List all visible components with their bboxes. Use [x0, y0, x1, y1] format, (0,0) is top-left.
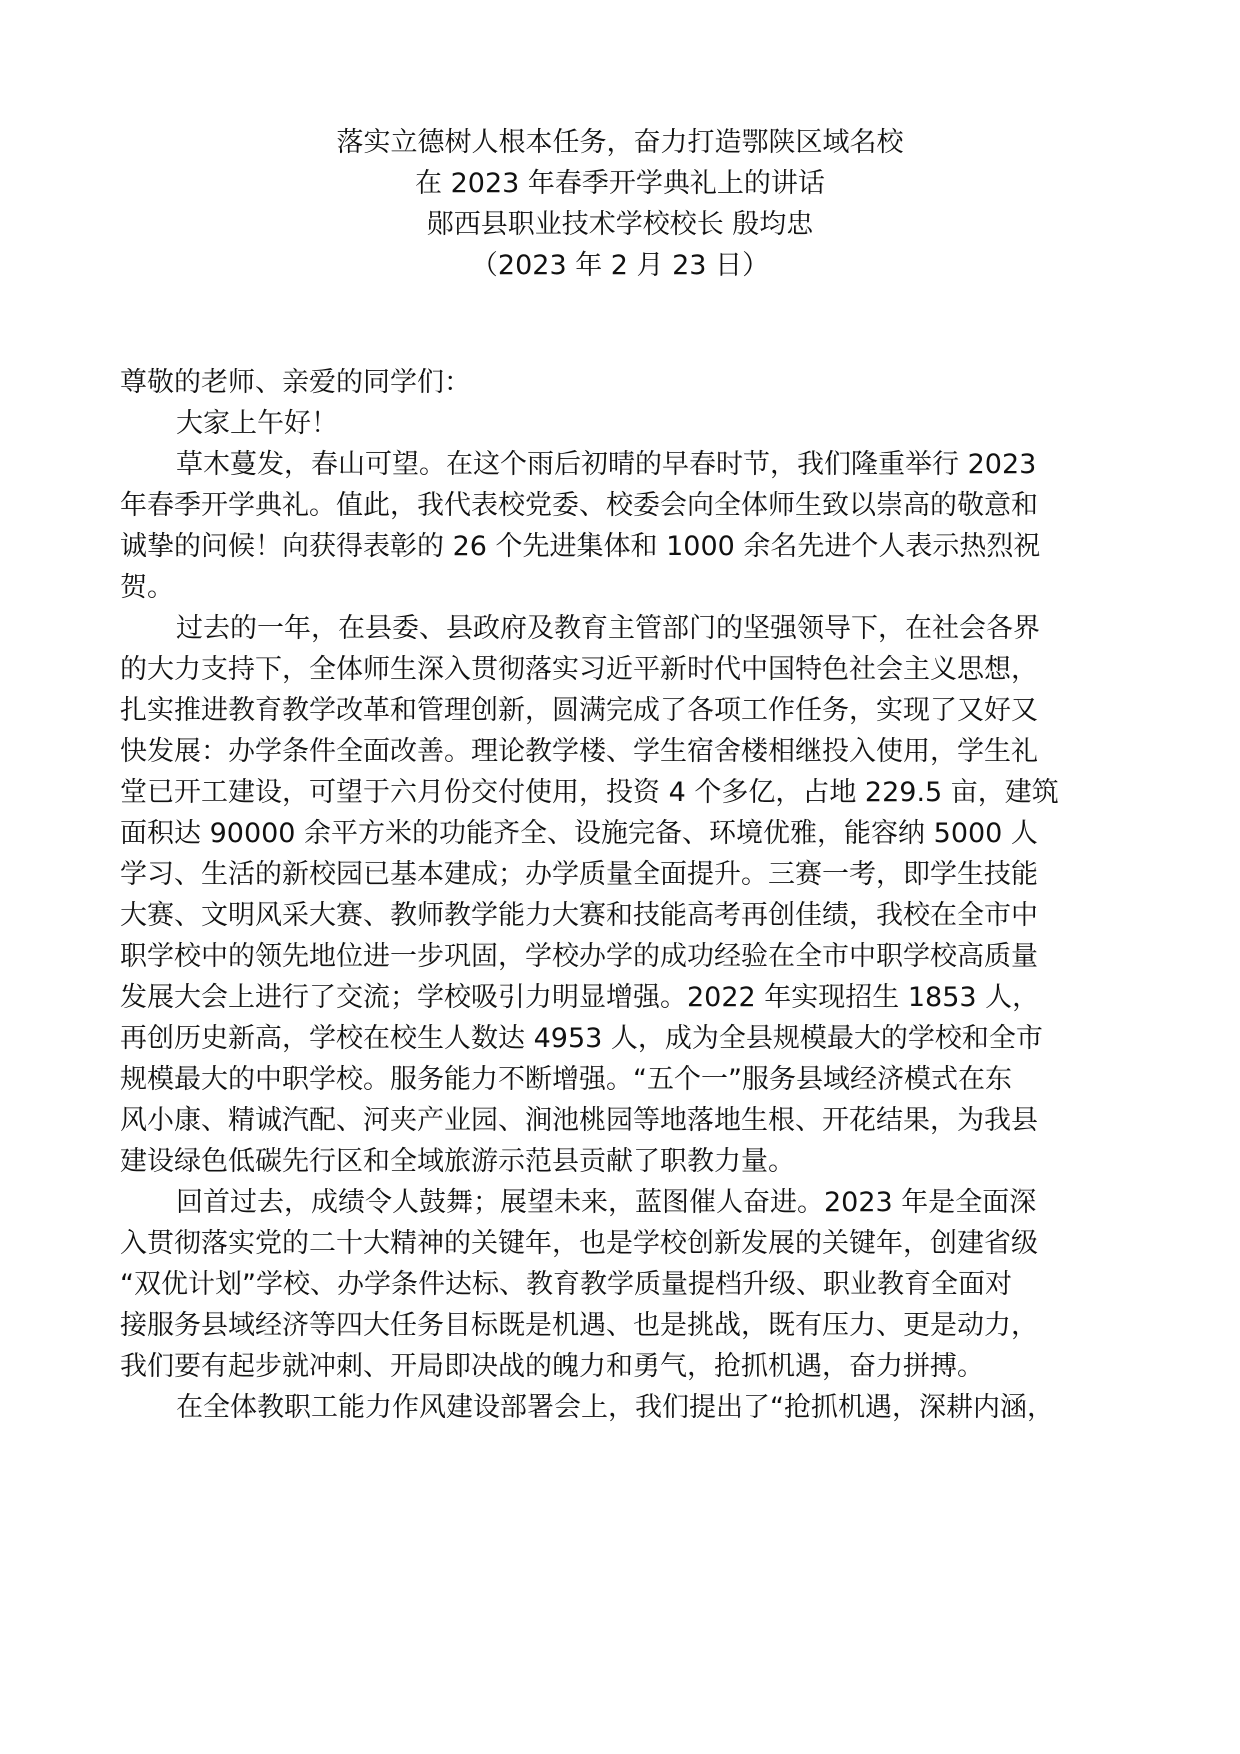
paragraph-line: 规模最大的中职学校。服务能力不断增强。“五个一”服务县域经济模式在东	[120, 1064, 1012, 1095]
paragraph-line: “双优计划”学校、办学条件达标、教育教学质量提档升级、职业教育全面对	[120, 1269, 1012, 1300]
paragraph-line: 回首过去，成绩令人鼓舞；展望未来，蓝图催人奋进。2023 年是全面深	[176, 1187, 1037, 1218]
speech-title: 落实立德树人根本任务，奋力打造鄂陕区域名校	[336, 127, 904, 158]
salutation: 尊敬的老师、亲爱的同学们：	[120, 367, 471, 398]
paragraph-line: 贺。	[120, 572, 174, 603]
paragraph-line: 入贯彻落实党的二十大精神的关键年，也是学校创新发展的关键年，创建省级	[120, 1228, 1038, 1259]
body-paragraph	[120, 608, 1120, 1182]
speech-date: （2023 年 2 月 23 日）	[470, 250, 770, 281]
paragraph-line: 学习、生活的新校园已基本建成；办学质量全面提升。三赛一考，即学生技能	[120, 859, 1038, 890]
speech-subtitle: 在 2023 年春季开学典礼上的讲话	[415, 168, 825, 199]
paragraph-line: 面积达 90000 余平方米的功能齐全、设施完备、环境优雅，能容纳 5000 人	[120, 818, 1038, 849]
paragraph-line: 草木蔓发，春山可望。在这个雨后初晴的早春时节，我们隆重举行 2023	[176, 449, 1037, 480]
paragraph-line: 我们要有起步就冲刺、开局即决战的魄力和勇气，抢抓机遇，奋力拼搏。	[120, 1351, 984, 1382]
body-paragraph	[120, 1182, 1120, 1387]
document-header	[0, 122, 1240, 286]
paragraph-line: 诚挚的问候！向获得表彰的 26 个先进集体和 1000 余名先进个人表示热烈祝	[120, 531, 1041, 562]
paragraph-line: 接服务县域经济等四大任务目标既是机遇、也是挑战，既有压力、更是动力，	[120, 1310, 1038, 1341]
paragraph-line: 过去的一年，在县委、县政府及教育主管部门的坚强领导下，在社会各界	[176, 613, 1040, 644]
paragraph-line: 大赛、文明风采大赛、教师教学能力大赛和技能高考再创佳绩，我校在全市中	[120, 900, 1038, 931]
paragraph-line: 建设绿色低碳先行区和全域旅游示范县贡献了职教力量。	[120, 1146, 795, 1177]
paragraph-line: 大家上午好！	[176, 408, 338, 439]
body-paragraph	[120, 1387, 1120, 1428]
paragraph-line: 在全体教职工能力作风建设部署会上，我们提出了“抢抓机遇，深耕内涵，	[176, 1392, 1054, 1423]
speaker-line: 郧西县职业技术学校校长 殷均忠	[426, 209, 814, 240]
paragraph-line: 的大力支持下，全体师生深入贯彻落实习近平新时代中国特色社会主义思想，	[120, 654, 1038, 685]
paragraph-line: 发展大会上进行了交流；学校吸引力明显增强。2022 年实现招生 1853 人，	[120, 982, 1040, 1013]
body-paragraph	[120, 403, 1120, 444]
paragraph-list	[120, 403, 1120, 1428]
paragraph-line: 年春季开学典礼。值此，我代表校党委、校委会向全体师生致以崇高的敬意和	[120, 490, 1038, 521]
body-paragraph	[120, 444, 1120, 608]
paragraph-line: 风小康、精诚汽配、河夹产业园、涧池桃园等地落地生根、开花结果，为我县	[120, 1105, 1038, 1136]
paragraph-line: 快发展：办学条件全面改善。理论教学楼、学生宿舍楼相继投入使用，学生礼	[120, 736, 1038, 767]
paragraph-line: 扎实推进教育教学改革和管理创新，圆满完成了各项工作任务，实现了又好又	[120, 695, 1038, 726]
paragraph-line: 堂已开工建设，可望于六月份交付使用，投资 4 个多亿，占地 229.5 亩，建筑	[120, 777, 1059, 808]
paragraph-line: 再创历史新高，学校在校生人数达 4953 人，成为全县规模最大的学校和全市	[120, 1023, 1043, 1054]
document-body	[120, 362, 1120, 1428]
paragraph-line: 职学校中的领先地位进一步巩固，学校办学的成功经验在全市中职学校高质量	[120, 941, 1038, 972]
